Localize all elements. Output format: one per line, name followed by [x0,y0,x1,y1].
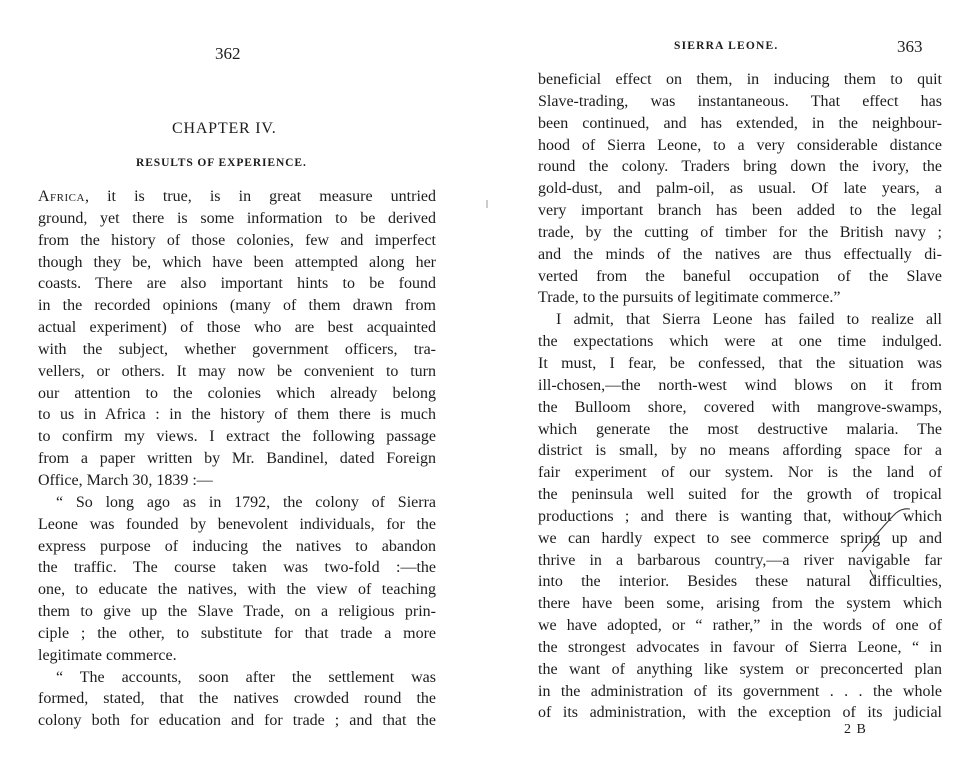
text-line: I admit, that Sierra Leone has failed to realize all [556,311,942,329]
right-page-text [538,69,942,724]
text-line: with the subject, whether government officers, tra- [38,340,436,358]
text-line: our attention to the colonies which already belong [38,384,436,402]
text-line: though they be, which have been attempted along her [38,253,436,271]
text-line: Leone was founded by benevolent individuals, for the [38,515,436,533]
right-page [490,0,980,766]
text-line: vellers, or others. It may now be convenient to turn [38,362,436,380]
text-line: ground, yet there is some information to be derived [38,209,436,227]
text-line: which generate the most destructive malaria. The [538,420,942,438]
text-line: trade, by the cutting of timber for the British navy ; [538,223,942,241]
text-line: verted from the baneful occupation of the Slave [538,267,942,285]
text-line: the peninsula well suited for the growth of tropical [538,486,942,504]
text-line: It must, I fear, be confessed, that the situation was [538,354,942,372]
text-line: colony both for education and for trade ; and that the [38,712,436,730]
text-line: the Bulloom shore, covered with mangrove-swamps, [538,398,942,416]
text-line: to us in Africa : in the history of them there is much [38,406,436,424]
text-line: them to give up the Slave Trade, on a religious prin- [38,603,436,621]
text-line: very important branch has been added to the legal [538,202,942,220]
text-line: “ So long ago as in 1792, the colony of Sierra [56,493,436,511]
text-line: been continued, and has extended, in the neighbour- [538,114,942,132]
text-line: beneficial effect on them, in inducing them to quit [538,71,942,88]
text-line: Trade, to the pursuits of legitimate commerce.” [538,289,841,307]
text-line: the expectations which were at one time indulged. [538,333,942,351]
text-line: legitimate commerce. [38,646,177,664]
signature-mark: 2 B [844,722,867,737]
text-line: the strongest advocates in favour of Sierra Leone, “ in [538,638,942,656]
text-line: one, to educate the natives, with the view of teaching [38,581,436,599]
left-page-text [38,186,436,732]
text-line: we have adopted, or “ rather,” in the words of one of [538,617,942,635]
text-line: hood of Sierra Leone, to a very considerable distance [538,136,942,154]
text-line: of its administration, with the exception of its judicial [538,704,942,722]
text-line: in the administration of its government . . . the whole [538,682,942,700]
text-line: gold-dust, and palm-oil, as usual. Of late years, a [538,180,942,198]
text-line: in the recorded opinions (many of them drawn from [38,297,436,315]
text-line: “ The accounts, soon after the settlement was [56,668,436,686]
text-line: the want of anything like system or preconcerted plan [538,660,942,678]
text-line: actual experiment) of those who are best acquainted [38,319,436,337]
text-line: formed, stated, that the natives crowded round the [38,690,436,708]
running-head: SIERRA LEONE. [674,40,779,52]
opening-word: Africa [38,188,85,205]
text-line: Slave-trading, was instantaneous. That effect has [538,92,942,110]
page-number-right: 363 [897,37,923,56]
text-line: round the colony. Traders bring down the ivory, the [538,158,942,176]
text-line: fair experiment of our system. Nor is the land of [538,464,942,482]
chapter-title: CHAPTER IV. [172,120,277,137]
text-line: district is small, by no means affording space for a [538,442,942,460]
text-line: ill-chosen,—the north-west wind blows on it from [538,376,942,394]
text-line: from a paper written by Mr. Bandinel, dated Foreign [38,450,436,468]
text-line: and the minds of the natives are thus effectually di- [538,245,942,263]
text-line: ciple ; the other, to substitute for that trade a more [38,624,436,642]
text-line: there have been some, arising from the system which [538,595,942,613]
section-title: RESULTS OF EXPERIENCE. [136,157,307,169]
text-line: express purpose of inducing the natives to abandon [38,537,436,555]
text-line: Africa, it is true, is in great measure untried [38,188,436,205]
text-line: thrive in a barbarous country,—a river navigable far [538,551,942,569]
text-line: coasts. There are also important hints to be found [38,275,436,293]
text-line: productions ; and there is wanting that, without which [538,507,942,525]
text-line: Office, March 30, 1839 :— [38,471,213,489]
text-line: into the interior. Besides these natural difficulties, [538,573,942,591]
gutter-mark [486,200,488,208]
text-line: to confirm my views. I extract the following passage [38,428,436,446]
text-line: we can hardly expect to see commerce spring up and [538,529,942,547]
text-line: the traffic. The course taken was two-fold :—the [38,559,436,577]
page-number-left: 362 [215,44,241,63]
text-line: from the history of those colonies, few and imperfect [38,231,436,249]
